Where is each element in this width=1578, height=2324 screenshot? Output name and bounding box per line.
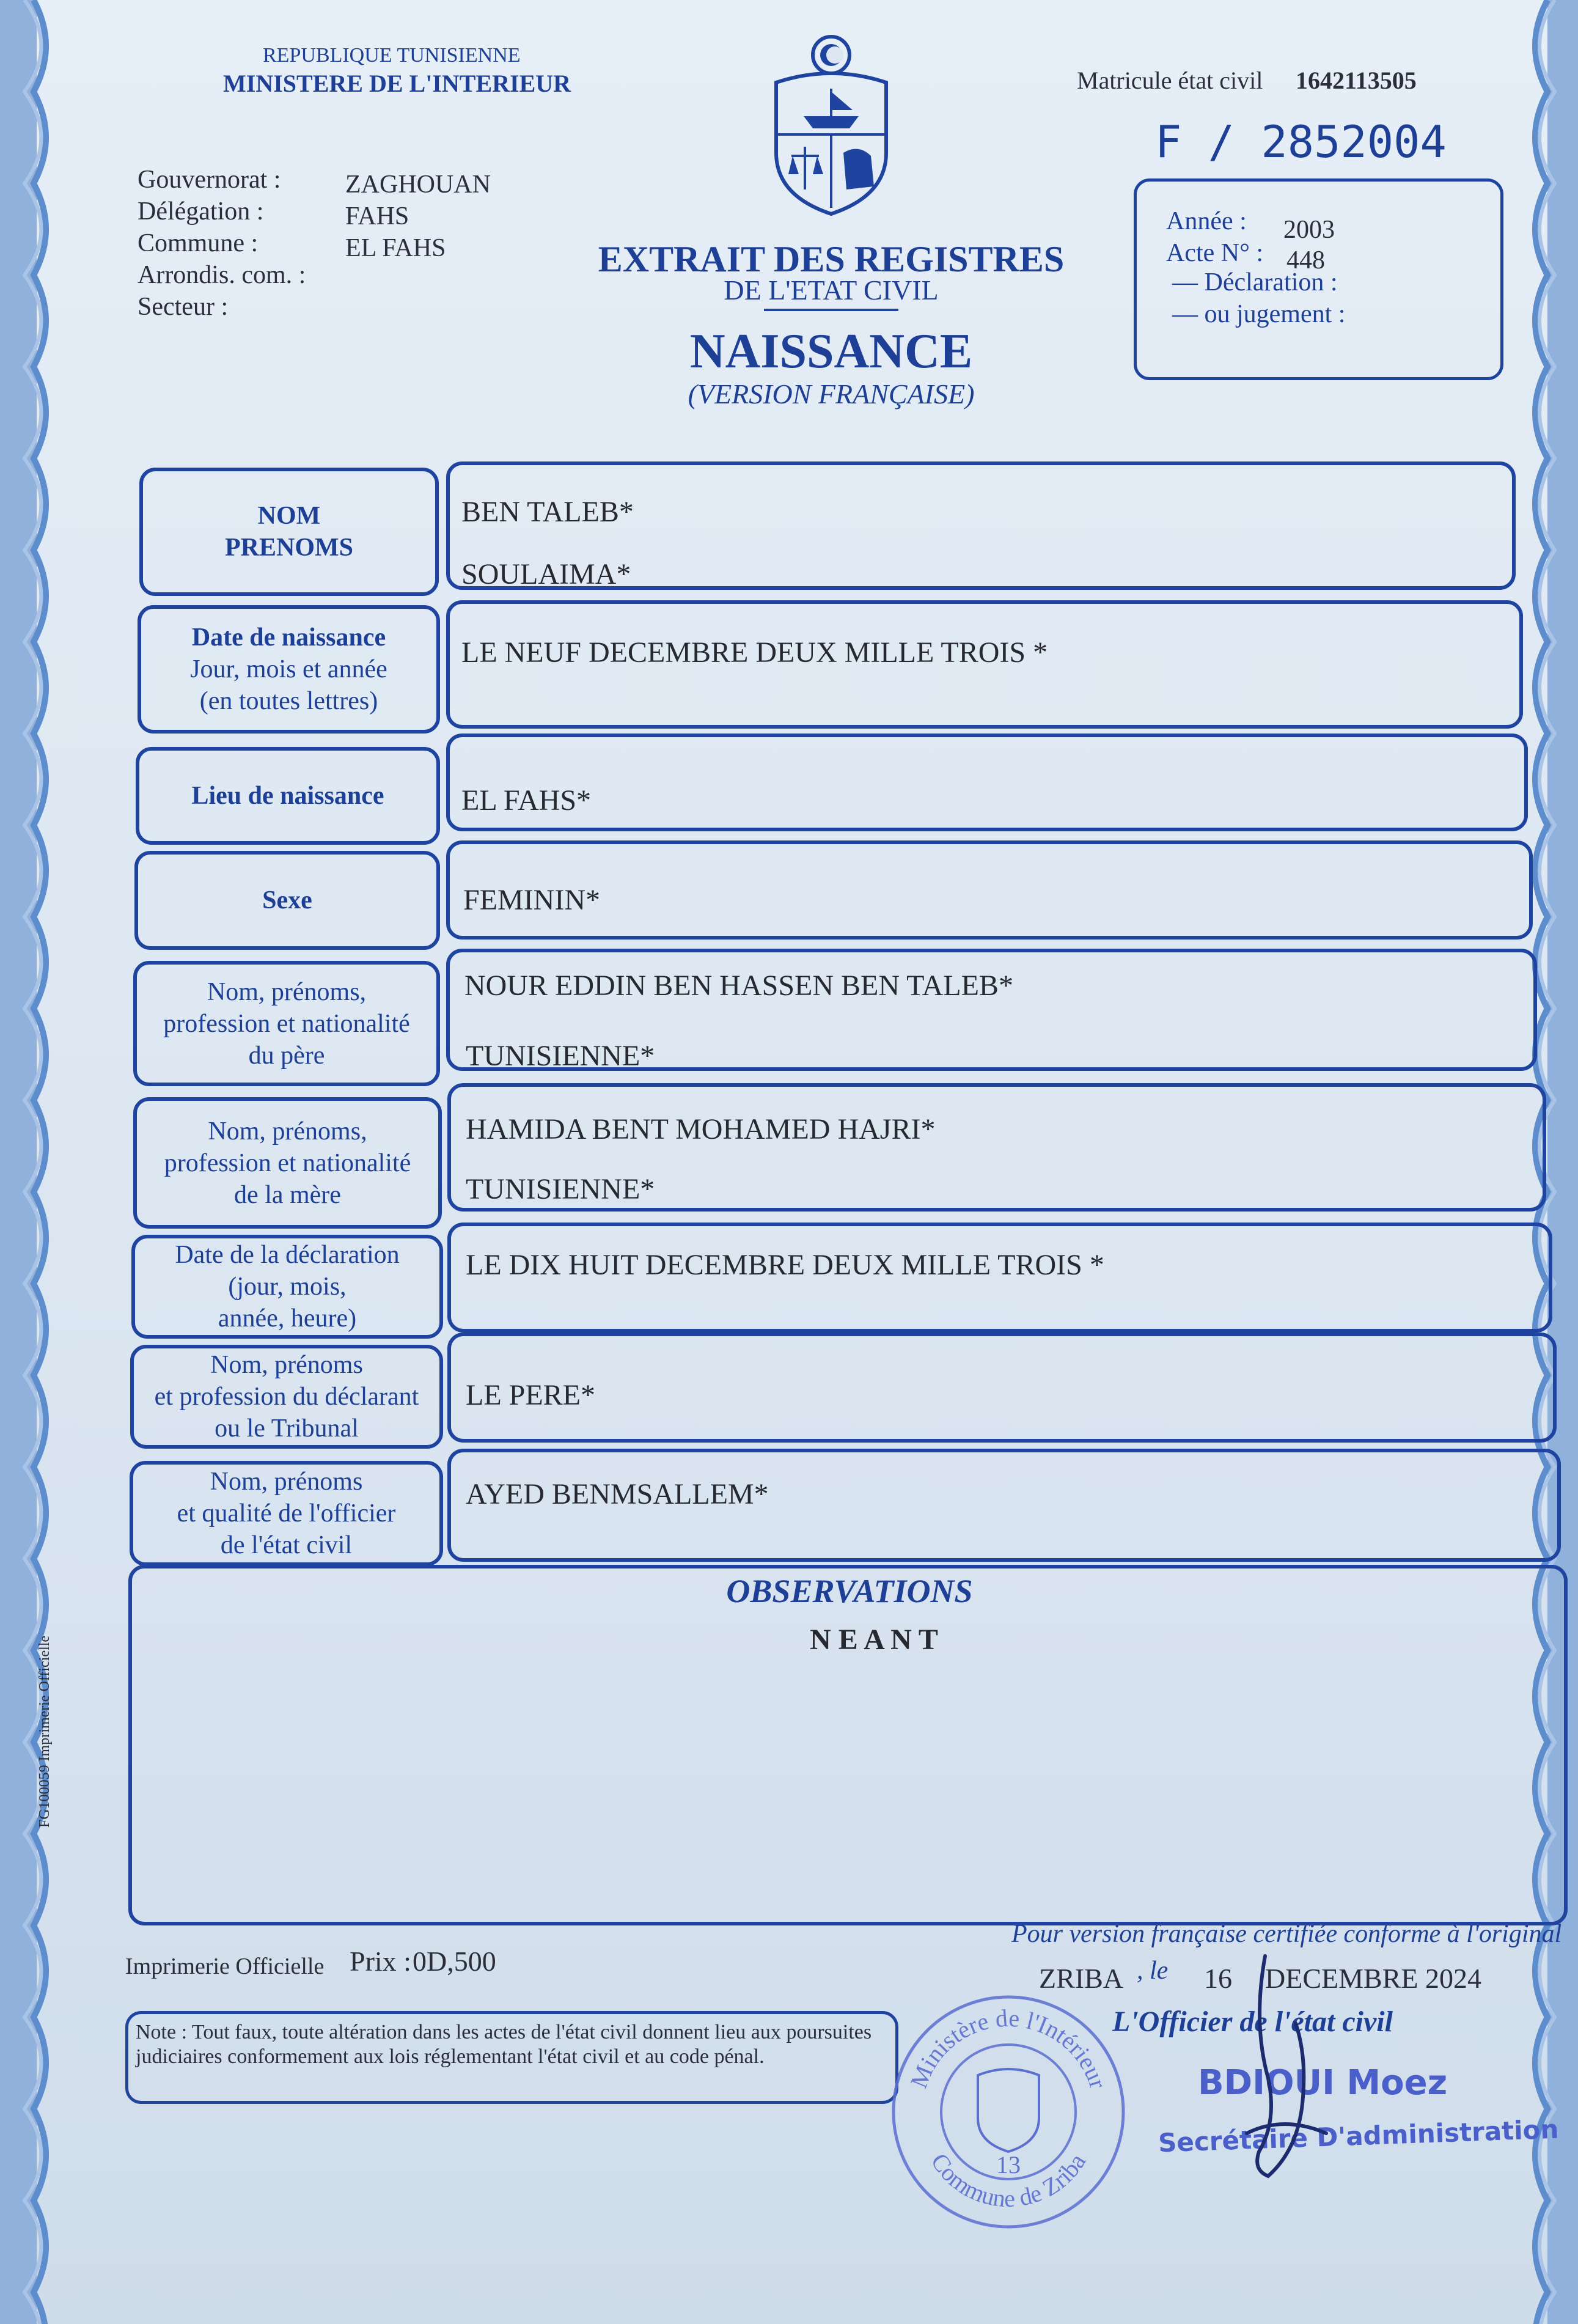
handwritten-signature bbox=[1210, 1950, 1369, 2207]
declarant-value: LE PERE* bbox=[466, 1379, 595, 1411]
delegation-label: Délégation : bbox=[138, 197, 264, 226]
date-naissance-label-title: Date de naissance bbox=[191, 623, 386, 652]
officer-title: L'Officier de l'état civil bbox=[1112, 2006, 1393, 2038]
title-etat-civil: DE L'ETAT CIVIL bbox=[724, 274, 939, 306]
certified-statement: Pour version française certifiée conforme à l'original bbox=[1011, 1920, 1562, 1948]
title-naissance: NAISSANCE bbox=[689, 325, 973, 378]
title-extrait: EXTRAIT DES REGISTRES bbox=[598, 239, 1065, 279]
prenom-value: SOULAIMA* bbox=[461, 558, 631, 590]
annee-label: Année : bbox=[1166, 207, 1247, 235]
acte-label: Acte N° : bbox=[1166, 239, 1264, 267]
row-lieu-label: Lieu de naissance bbox=[136, 747, 440, 845]
declaration-date-value: LE DIX HUIT DECEMBRE DEUX MILLE TROIS * bbox=[466, 1249, 1104, 1281]
observations-text: N E A N T bbox=[810, 1623, 938, 1656]
issue-day: 16 bbox=[1204, 1963, 1232, 1994]
commune-value: EL FAHS bbox=[345, 234, 446, 262]
delegation-value: FAHS bbox=[345, 202, 409, 230]
row-date-naissance-label bbox=[138, 605, 440, 734]
row-pere-label: Nom, prénoms, profession et nationalité du père bbox=[133, 961, 440, 1086]
jugement-label: — ou jugement : bbox=[1172, 300, 1346, 328]
lieu-naissance-value: EL FAHS* bbox=[461, 784, 592, 817]
gouvernorat-value: ZAGHOUAN bbox=[345, 171, 491, 199]
stamp-number: 13 bbox=[996, 2151, 1021, 2179]
issue-place: ZRIBA bbox=[1039, 1963, 1123, 1994]
nom-value: BEN TALEB* bbox=[461, 496, 634, 528]
issue-le: , le bbox=[1137, 1957, 1169, 1985]
stamp-text-top: Ministère de l'Intérieur bbox=[905, 2004, 1112, 2092]
price-value: 0D,500 bbox=[413, 1946, 496, 1977]
issue-month-year: DECEMBRE 2024 bbox=[1265, 1963, 1481, 1994]
annee-value: 2003 bbox=[1283, 216, 1335, 244]
row-officier-label: Nom, prénoms et qualité de l'officier de l'état civil bbox=[130, 1461, 443, 1566]
declaration-label: — Déclaration : bbox=[1172, 268, 1338, 296]
date-naissance-value: LE NEUF DECEMBRE DEUX MILLE TROIS * bbox=[461, 636, 1048, 669]
price-label: Prix : bbox=[350, 1946, 411, 1977]
officer-role-stamp: Secrétaire D'administration bbox=[1158, 2114, 1560, 2158]
title-version: (VERSION FRANÇAISE) bbox=[688, 378, 975, 410]
mere-nationality-value: TUNISIENNE* bbox=[466, 1173, 655, 1205]
row-lieu-value-box bbox=[446, 734, 1528, 831]
commune-label: Commune : bbox=[138, 229, 259, 257]
matricule-label: Matricule état civil bbox=[1077, 67, 1263, 94]
officer-name-stamp: BDIOUI Moez bbox=[1198, 2063, 1448, 2103]
acte-value: 448 bbox=[1286, 246, 1325, 274]
legal-note-text: Note : Tout faux, toute altération dans les actes de l'état civil donnent lieu aux poursuites judiciaires conformement aux lois réglementant l'état civil et au code pénal. bbox=[136, 2021, 872, 2068]
row-nom-label: NOM PRENOMS bbox=[139, 468, 439, 596]
coat-of-arms-emblem bbox=[761, 31, 901, 220]
row-declaration-date-label: Date de la déclaration (jour, mois, année, heure) bbox=[131, 1235, 443, 1339]
observations-box bbox=[128, 1565, 1568, 1925]
printer-label: Imprimerie Officielle bbox=[125, 1954, 325, 1979]
row-sexe-label: Sexe bbox=[134, 851, 440, 950]
pere-nationality-value: TUNISIENNE* bbox=[466, 1040, 655, 1072]
left-decorative-border bbox=[0, 0, 67, 2324]
pere-name-value: NOUR EDDIN BEN HASSEN BEN TALEB* bbox=[464, 969, 1013, 1002]
date-naissance-label-sub: Jour, mois et année (en toutes lettres) bbox=[190, 655, 387, 715]
sexe-value: FEMININ* bbox=[463, 884, 600, 916]
republic-heading: REPUBLIQUE TUNISIENNE bbox=[263, 44, 521, 67]
row-declarant-value-box bbox=[447, 1333, 1557, 1443]
side-printer-code: FG100059 Imprimerie Officielle bbox=[37, 1635, 53, 1828]
row-mere-label: Nom, prénoms, profession et nationalité de la mère bbox=[133, 1097, 442, 1229]
matricule-value: 1642113505 bbox=[1296, 67, 1417, 94]
row-declarant-label: Nom, prénoms et profession du déclarant ou le Tribunal bbox=[130, 1345, 443, 1449]
mere-name-value: HAMIDA BENT MOHAMED HAJRI* bbox=[466, 1113, 936, 1145]
municipal-round-stamp bbox=[886, 1990, 1131, 2234]
observations-title: OBSERVATIONS bbox=[726, 1573, 973, 1609]
secteur-label: Secteur : bbox=[138, 293, 229, 321]
gouvernorat-label: Gouvernorat : bbox=[138, 166, 281, 194]
stamp-text-bottom: Commune de Zriba bbox=[925, 2148, 1092, 2213]
serial-number: F / 2852004 bbox=[1155, 116, 1447, 167]
row-sexe-value-box bbox=[446, 840, 1533, 940]
ministry-heading: MINISTERE DE L'INTERIEUR bbox=[223, 70, 571, 97]
officier-value: AYED BENMSALLEM* bbox=[466, 1478, 769, 1510]
arrondissement-label: Arrondis. com. : bbox=[138, 261, 306, 289]
title-divider bbox=[764, 309, 898, 311]
